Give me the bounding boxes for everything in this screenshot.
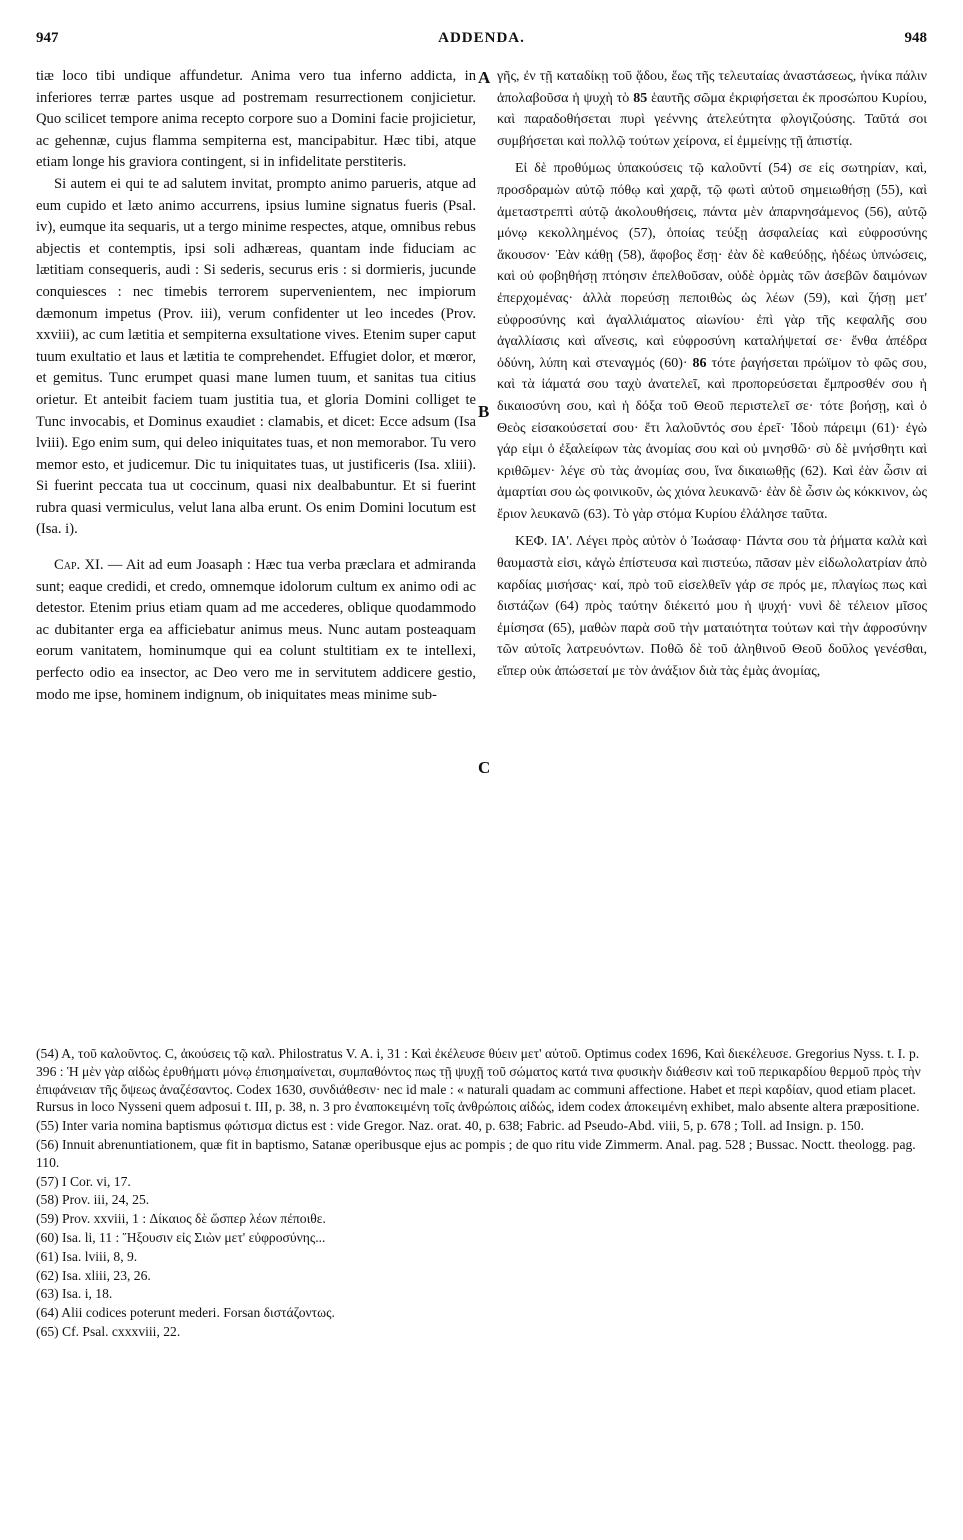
right-page-number: 948	[904, 30, 927, 46]
greek-paragraph-1-part-a: γῆς, ἐν τῇ καταδίκῃ τοῦ ᾅδου, ἕως τῆς τελευταίας ἀναστάσεως, ἡνίκα πάλιν ἀπολαβοῦσα ἡ ψυχὴ τὸ	[497, 69, 927, 106]
greek-chapter-label: ΚΕΦ. ΙΑ'.	[515, 534, 573, 550]
greek-column	[497, 66, 927, 683]
left-page-number: 947	[36, 30, 59, 46]
latin-chapter-label: Cap. XI.	[54, 557, 104, 574]
page-header	[36, 30, 927, 50]
column-marker-c: C	[478, 758, 491, 777]
greek-paragraph-1-part-b: ἑαυτῆς σῶμα ἐκριφήσεται ἐκ προσώπου Κυρίου, καὶ παραδοθήσεται πυρὶ γεέννης ἀτελεύτητα φλογιζούσης. Ταῦτά σοι συμβήσεται καὶ πολλῷ τούτων χείρονα, εἰ ἐμμείνῃς τῇ ἀπιστίᾳ.	[497, 90, 927, 149]
latin-paragraph-1: tiæ loco tibi undique affundetur. Anima vero tua inferno addicta, in inferiores terræ partes usque ad postremam resurrectionem conjicietur. Quo scilicet tempore anima recepto corpore suo a Domini facie projicietur, ac gehennæ, cujus flamma sempiterna est, mancipabitur. Hæc tibi, atque etiam longe his graviora contingent, si in infidelitate perstiteris.	[36, 68, 476, 171]
greek-paragraph-2	[497, 158, 927, 525]
footnote: (62) Isa. xliii, 23, 26.	[36, 1267, 151, 1283]
latin-paragraph-3-text: — Ait ad eum Joasaph : Hæc tua verba præclara et admiranda sunt; eaque credidi, et credo, omnemque idolorum cultum ex animo odi ac detestor. Etenim prius etiam quam ad me accederes, oblique quodammodo ac dubitanter erga ea afficiebatur animus meus. Nunc autam posteaquam eorum vanitatem, hominumque qui ea colunt stultitiam ex te intellexi, perfecto odio ea insector, ac Deo vero me in servitutem addicere gestio, modo me ipse, hominem indignum, ob iniquitates meas minime sub-	[36, 557, 476, 703]
greek-paragraph-3-text: Λέγει πρὸς αὐτὸν ὁ Ἰωάσαφ· Πάντα σου τὰ ῥήματα καλὰ καὶ θαυμαστὰ εἰσι, κἀγὼ ἐπίστευσα καὶ πιστεύω, πᾶσαν μὲν εἰδωλολατρίαν ἀπὸ καρδίας μισήσας· καί, πρὸ τοῦ εἰσελθεῖν γάρ σε πρός με, πλαγίως πως καὶ διστάζων (64) πρὸς ταύτην διέκειτό μου ἡ ψυχή· νυνὶ δὲ τέλειον μῖσος ἐμίσησα (65), μαθὼν παρὰ σοῦ τὴν ματαιότητα τούτων καὶ τὴν ἀφροσύνην τῶν αὐτοῖς λατρευόντων. Ποθῶ δὲ τοῦ ἀληθινοῦ Θεοῦ δοῦλος γενέσθαι, εἴπερ οὐκ ἀπώσεταί με τὸν ἀνάξιον διὰ τὰς ἐμὰς ἀνομίας,	[497, 534, 927, 680]
page-title: ADDENDA.	[438, 30, 525, 46]
footnote: (64) Alii codices poterunt mederi. Forsan διστάζοντως.	[36, 1305, 335, 1321]
footnote: (61) Isa. lviii, 8, 9.	[36, 1248, 138, 1264]
footnote: (63) Isa. i, 18.	[36, 1286, 113, 1302]
latin-paragraph-2: Si autem ei qui te ad salutem invitat, prompto animo parueris, atque ad eum cupido et læto animo accurrens, ipsius lumine signatus fueris (Psal. iv), eumque ita sequaris, ut a tergo minime respectes, atque, omnibus rebus abjectis et contemptis, ipsi soli adhæreas, quantam inde fiduciam ac lætitiam consequeris, audi : Si sederis, securus eris : si dormieris, jucunde conquiesces : nec timebis terrorem supervenientem, nec impiorum dæmonum impetus (Prov. iii), verum confidenter ut leo incedes (Prov. xxviii), ac cum lætitia et sempiterna exsultatione vives. Etenim super caput tuum exultatio et laus et lætitia te comprehendet. Effugiet dolor, et mœror, et gemitus. Tunc erumpet quasi mane lumen tuum, et sanitas tua citius orietur. Et anteibit faciem tuam justitia tua, et gloria Domini colliget te Tunc invocabis, et Dominus exaudiet : clamabis, et dicet: Ecce adsum (Isa lviii). Ego enim sum, qui deleo iniquitates tuas, et non memorabor. Tu vero memor esto, et judicemur. Dic tu iniquitates tuas, ut justificeris (Isa. xliii). Si fuerint peccata tua ut coccinum, quasi nix dealbabuntur. Et si fuerint rubra quasi vermiculus, velut lana alba erunt. Os enim Domini locutum est (Isa. i).	[36, 175, 476, 538]
column-number-86: 86	[692, 355, 707, 371]
footnote: (59) Prov. xxviii, 1 : Δίκαιος δὲ ὥσπερ λέων πέποιθε.	[36, 1211, 326, 1227]
footnote: (55) Inter varia nomina baptismus φώτισμα dictus est : vide Gregor. Naz. orat. 40, p. 638; Fabric. ad Pseudo-Abd. viii, 5, p. 678 ; Toll. ad Insign. p. 150.	[36, 1118, 864, 1134]
greek-paragraph-1	[497, 66, 927, 152]
column-marker-a: A	[478, 68, 491, 87]
greek-paragraph-3	[497, 531, 927, 682]
footnote: (56) Innuit abrenuntiationem, quæ fit in baptismo, Satanæ operibusque ejus ac pompis ; de quo ritu vide Zimmerm. Anal. pag. 528 ; Bussac. Noctt. theologg. pag. 110.	[36, 1136, 916, 1170]
column-marker-b: B	[478, 402, 490, 421]
column-number-85: 85	[633, 90, 648, 106]
latin-column	[36, 66, 476, 706]
footnotes	[36, 1045, 927, 1342]
greek-paragraph-2-part-a: Εἰ δὲ προθύμως ὑπακούσεις τῷ καλοῦντί (54) σε εἰς σωτηρίαν, καὶ, προσδραμὼν αὐτῷ πόθῳ καὶ χαρᾷ, τῷ φωτὶ αὐτοῦ σημειωθήσῃ (55), καὶ ἀμεταστρεπτὶ αὐτῷ ἀκολουθήσεις, πάντα μὲν ἀπαρνησάμενος (56), αὐτῷ μόνῳ κεκολλημένος (57), ὁποίας τεύξῃ ἀσφαλείας καὶ εὐφροσύνης ἄκουσον· Ἐὰν κάθῃ (58), ἄφοβος ἔσῃ· ἐὰν δὲ καθεύδῃς, ἡδέως ὑπνώσεις, καὶ οὐ φοβηθήσῃ πτόησιν ἐπελθοῦσαν, οὐδὲ ὁρμὰς τῶν ἀσεβῶν δαιμόνων ἐπερχομένας· ἀλλὰ πορεύσῃ πεποιθὼς ὡς λέων (59), καὶ ζήσῃ μετ' εὐφροσύνης καὶ ἀγαλλιάματος αἰωνίου· ἐπὶ γὰρ τῆς κεφαλῆς σου ἀγαλλίασις καὶ αἴνεσις, καὶ εὐφροσύνη καταλήψεταί σε· ἔνθα ἀπέδρα ὀδύνη, λύπη καὶ στεναγμός (60)·	[497, 161, 927, 371]
greek-paragraph-2-part-b: τότε ῥαγήσεται πρώϊμον τὸ φῶς σου, καὶ τὰ ἰάματά σου ταχὺ ἀνατελεῖ, καὶ προπορεύσεται ἔμπροσθέν σου ἡ δικαιοσύνη σου, καὶ ἡ δόξα τοῦ Θεοῦ περιστελεῖ σε· τότε βοήσῃ, καὶ ὁ Θεὸς εἰσακούσεταί σου· ἔτι λαλοῦντός σου ἐρεῖ· Ἰδοὺ πάρειμι (61)· ἐγὼ γάρ εἰμι ὁ ἐξαλείφων τὰς ἀνομίας σου καὶ οὐ μνησθῶ· σὺ δὲ μνήσθητι καὶ κριθῶμεν· λέγε σὺ τὰς ἀνομίας σου, ἵνα δικαιωθῇς (62). Καὶ ἐὰν ὦσιν αἱ ἁμαρτίαι σου ὡς φοινικοῦν, ὡς χιόνα λευκανῶ· ἐὰν δὲ ὦσιν ὡς κόκκινον, ὡς ἔριον λευκανῶ (63). Τὸ γὰρ στόμα Κυρίου ἐλάλησε ταῦτα.	[497, 355, 928, 522]
latin-paragraph-3	[36, 555, 476, 706]
footnote: (57) I Cor. vi, 17.	[36, 1173, 131, 1189]
footnote: (65) Cf. Psal. cxxxviii, 22.	[36, 1323, 181, 1339]
footnote: (58) Prov. iii, 24, 25.	[36, 1192, 150, 1208]
footnote: (54) A, τοῦ καλοῦντος. C, ἀκούσεις τῷ καλ. Philostratus V. A. i, 31 : Καὶ ἐκέλευσε θύειν μετ' αὐτοῦ. Optimus codex 1696, Καὶ διεκέλευσε. Gregorius Nyss. t. I. p. 396 : Ἡ μὲν γὰρ αἰδὼς ἐρυθήματι μόνῳ ἐπισημαίνεται, συμπαθόντος πως τῇ ψυχῇ τοῦ σώματος κατά τινα φυσικὴν διάθεσιν καὶ τοῦ περικαρδίου θερμοῦ πρὸς τὴν ἐπιφάνειαν τῆς ὄψεως ἀναζέσαντος. Codex 1630, συνδιάθεσιν· nec id male : « naturali quadam ac communi affectione. Habet et περὶ καρδίαν, quod etiam placet. Rursus in loco Nysseni quem adposui t. III, p. 38, n. 3 pro ἐναποκειμένη τοῖς ἀνθρώποις αἰδώς, idem codex ἀποκειμένη exhibet, malo absente altera præpositione.	[36, 1046, 921, 1115]
footnote: (60) Isa. li, 11 : Ἥξουσιν εἰς Σιὼν μετ' εὐφροσύνης...	[36, 1229, 326, 1245]
